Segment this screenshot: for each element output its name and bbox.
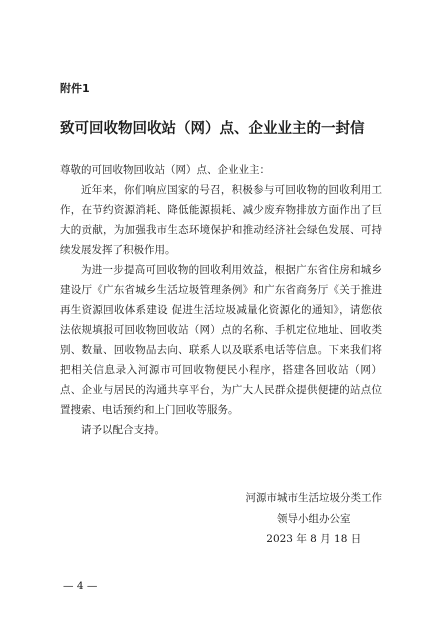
attachment-label: 附件1	[60, 82, 90, 95]
document-title: 致可回收物回收站（网）点、企业业主的一封信	[60, 120, 365, 137]
letter-body	[60, 160, 382, 440]
paragraph-1: 近年来，你们响应国家的号召，积极参与可回收物的回收利用工作，在节约资源消耗、降低能源损耗、减少废弃物排放方面作出了巨大的贡献，为加强我市生态环境保护和推动经济社会绿色发展、可持续发展发挥了积极作用。	[60, 184, 382, 256]
signature-org-line1: 河源市城市生活垃圾分类工作	[245, 492, 382, 504]
signature-date: 2023 年 8 月 18 日	[266, 533, 362, 545]
paragraph-3: 请予以配合支持。	[81, 424, 165, 436]
signature-org-line2: 领导小组办公室	[277, 512, 351, 525]
signature-block	[246, 488, 383, 550]
salutation: 尊敬的可回收物回收站（网）点、企业业主：	[60, 164, 270, 176]
paragraph-2: 为进一步提高可回收物的回收利用效益，根据广东省住房和城乡建设厅《广东省城乡生活垃圾管理条例》和广东省商务厅《关于推进再生资源回收体系建设 促进生活垃圾减量化资源化的通知》，请您依法依规填报可回收物回收站（网）点的名称、手机定位地址、回收类别、数量、回收物品去向、联系人以及联系电话等信息。下来我们将把相关信息录入河源市可回收物便民小程序，搭建各回收站（网）点、企业与居民的沟通共享平台，为广大人民群众提供便捷的站点位置搜索、电话预约和上门回收等服务。	[60, 264, 382, 416]
page-number: — 4 —	[63, 580, 98, 592]
